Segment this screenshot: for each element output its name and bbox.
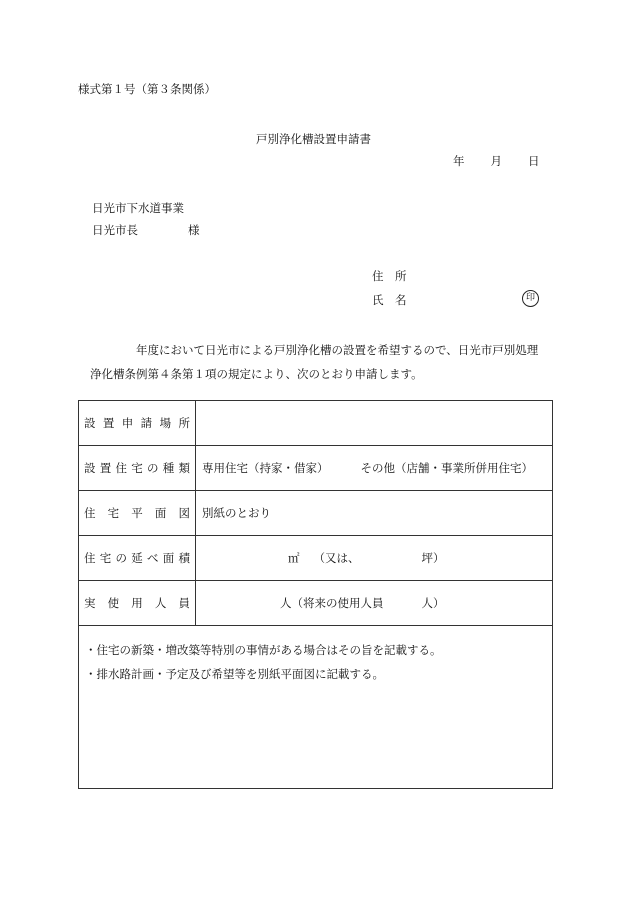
label-char: の	[147, 461, 159, 475]
label-char: 使	[107, 596, 120, 610]
addressee-mayor-title: 日光市長	[92, 223, 138, 237]
label-char: 実	[84, 596, 96, 610]
applicant-name-label: 氏 名	[372, 293, 407, 307]
label-char: 面	[162, 551, 175, 565]
label-char: 人	[154, 596, 167, 610]
installation-location-field[interactable]	[196, 401, 553, 446]
label-char: 用	[131, 596, 143, 610]
addressee-mayor	[92, 222, 200, 238]
table-row	[79, 536, 553, 581]
application-table	[78, 400, 553, 789]
label-char: 請	[140, 416, 153, 430]
addressee-org: 日光市下水道事業	[92, 201, 184, 215]
label-char: 置	[102, 416, 115, 430]
floor-area-unit: ㎡	[288, 551, 300, 565]
date-year: 年	[453, 154, 465, 168]
form-number: 様式第１号（第３条関係）	[78, 82, 216, 96]
housing-type-field[interactable]	[196, 446, 553, 491]
label-char: 申	[121, 416, 134, 430]
table-row	[79, 446, 553, 491]
table-row	[79, 491, 553, 536]
occupants-future: 人）	[421, 596, 445, 610]
document-title: 戸別浄化槽設置申請書	[256, 132, 371, 146]
row-label	[79, 581, 196, 626]
note-line: ・排水路計画・予定及び希望等を別紙平面図に記載する。	[85, 667, 384, 681]
addressee-honorific: 様	[188, 223, 200, 237]
statement-line-2: 浄化槽条例第４条第１項の規定により、次のとおり申請します。	[90, 367, 423, 381]
label-char: 平	[131, 506, 143, 520]
notes-cell	[79, 626, 553, 789]
floor-area-alt: （又は、	[313, 551, 360, 565]
table-row	[79, 581, 553, 626]
label-char: 宅	[99, 551, 112, 565]
label-text	[84, 460, 190, 476]
label-char: 積	[178, 551, 190, 565]
table-row	[79, 401, 553, 446]
note-line: ・住宅の新築・増改築等特別の事情がある場合はその旨を記載する。	[85, 643, 442, 657]
label-char: 宅	[131, 461, 143, 475]
date-day: 日	[528, 154, 540, 168]
label-char: の	[115, 551, 127, 565]
date-month: 月	[490, 154, 502, 168]
floor-plan-field[interactable]: 別紙のとおり	[196, 491, 553, 536]
label-text	[84, 550, 190, 566]
label-char: 置	[99, 461, 112, 475]
label-text	[84, 415, 190, 431]
floor-area-tsubo: 坪）	[421, 551, 445, 565]
occupants-field[interactable]	[196, 581, 553, 626]
label-char: 住	[115, 461, 127, 475]
label-char: 住	[84, 506, 96, 520]
label-char: 延	[131, 551, 143, 565]
label-char: 住	[84, 551, 96, 565]
occupants-current: 人（将来の使用人員	[280, 596, 384, 610]
floor-area-field[interactable]	[196, 536, 553, 581]
table-row	[79, 626, 553, 789]
label-char: べ	[147, 551, 159, 565]
label-char: 設	[84, 461, 96, 475]
statement-line-1: 年度において日光市による戸別浄化槽の設置を希望するので、日光市戸別処理	[136, 343, 539, 357]
application-statement	[92, 338, 552, 386]
housing-type-other: その他（店舗・事業所併用住宅）	[360, 461, 533, 475]
label-char: 場	[159, 416, 172, 430]
housing-type-exclusive: 専用住宅（持家・借家）	[202, 461, 329, 475]
label-text	[84, 595, 190, 611]
label-char: 図	[178, 506, 190, 520]
row-label	[79, 536, 196, 581]
row-label	[79, 446, 196, 491]
seal-mark: 印	[522, 290, 539, 307]
label-char: 宅	[107, 506, 120, 520]
row-label	[79, 401, 196, 446]
label-char: 員	[178, 596, 190, 610]
label-char: 所	[178, 416, 190, 430]
label-char: 種	[162, 461, 175, 475]
label-char: 類	[178, 461, 190, 475]
label-char: 設	[84, 416, 96, 430]
date-line	[453, 153, 540, 169]
row-label	[79, 491, 196, 536]
label-char: 面	[154, 506, 167, 520]
applicant-address-label: 住 所	[372, 269, 407, 283]
label-text	[84, 505, 190, 521]
